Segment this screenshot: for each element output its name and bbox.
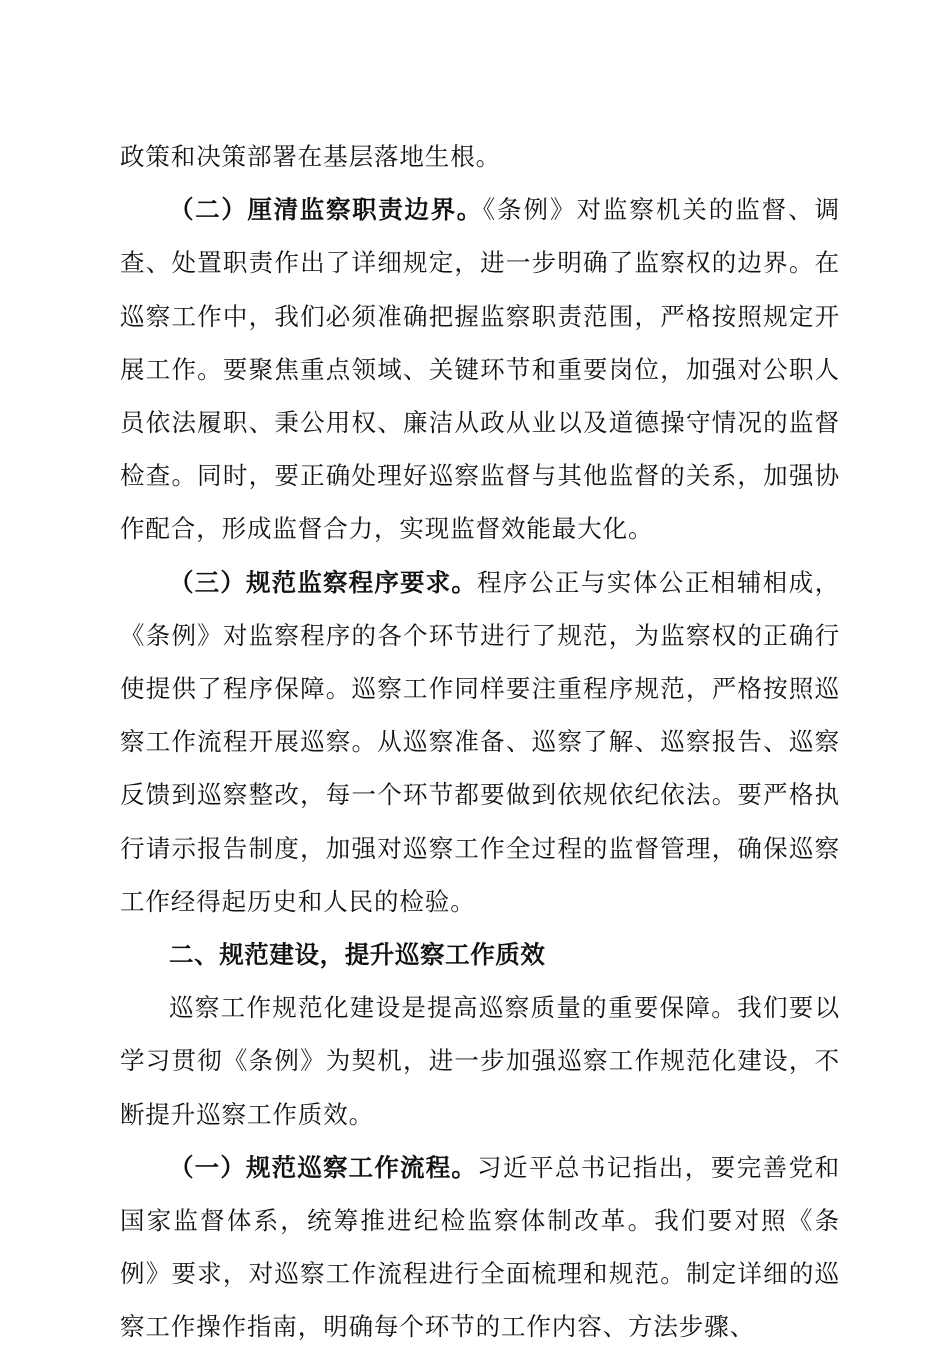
paragraph-text: 程序公正与实体公正相辅相成，《条例》对监察程序的各个环节进行了规范，为监察权的正确行使提供了程序保障。巡察工作同样要注重程序规范，严格按照巡察工作流程开展巡察。从巡察准备、巡察了解、巡察报告、巡察反馈到巡察整改，每一个环节都要做到依规依纪依法。要严格执行请示报告制度，加强对巡察工作全过程的监督管理，确保巡察工作经得起历史和人民的检验。 <box>120 567 840 916</box>
document-body <box>120 130 840 1354</box>
paragraph-text: 习近平总书记指出，要完善党和国家监督体系，统筹推进纪检监察体制改革。我们要对照《条例》要求，对巡察工作流程进行全面梳理和规范。制定详细的巡察工作操作指南，明确每个环节的工作内容、方法步骤、 <box>120 1152 840 1342</box>
paragraph-subsection-1 <box>120 1141 840 1354</box>
paragraph-section-3 <box>120 556 840 928</box>
paragraph-text: 《条例》对监察机关的监督、调查、处置职责作出了详细规定，进一步明确了监察权的边界。在巡察工作中，我们必须准确把握监察职责范围，严格按照规定开展工作。要聚焦重点领域、关键环节和重要岗位，加强对公职人员依法履职、秉公用权、廉洁从政从业以及道德操守情况的监督检查。同时，要正确处理好巡察监督与其他监督的关系，加强协作配合，形成监督合力，实现监督效能最大化。 <box>120 195 840 544</box>
section-lead-title: （二）厘清监察职责边界。 <box>169 195 483 225</box>
paragraph-section-2 <box>120 183 840 555</box>
section-heading: 二、规范建设，提升巡察工作质效 <box>169 940 546 970</box>
section-lead-title: （三）规范监察程序要求。 <box>169 567 478 597</box>
paragraph-text: 政策和决策部署在基层落地生根。 <box>120 142 501 171</box>
paragraph-continuation <box>120 130 840 183</box>
section-lead-title: （一）规范巡察工作流程。 <box>169 1152 478 1182</box>
paragraph-intro <box>120 981 840 1141</box>
paragraph-text: 巡察工作规范化建设是提高巡察质量的重要保障。我们要以学习贯彻《条例》为契机，进一步加强巡察工作规范化建设，不断提升巡察工作质效。 <box>120 993 840 1129</box>
